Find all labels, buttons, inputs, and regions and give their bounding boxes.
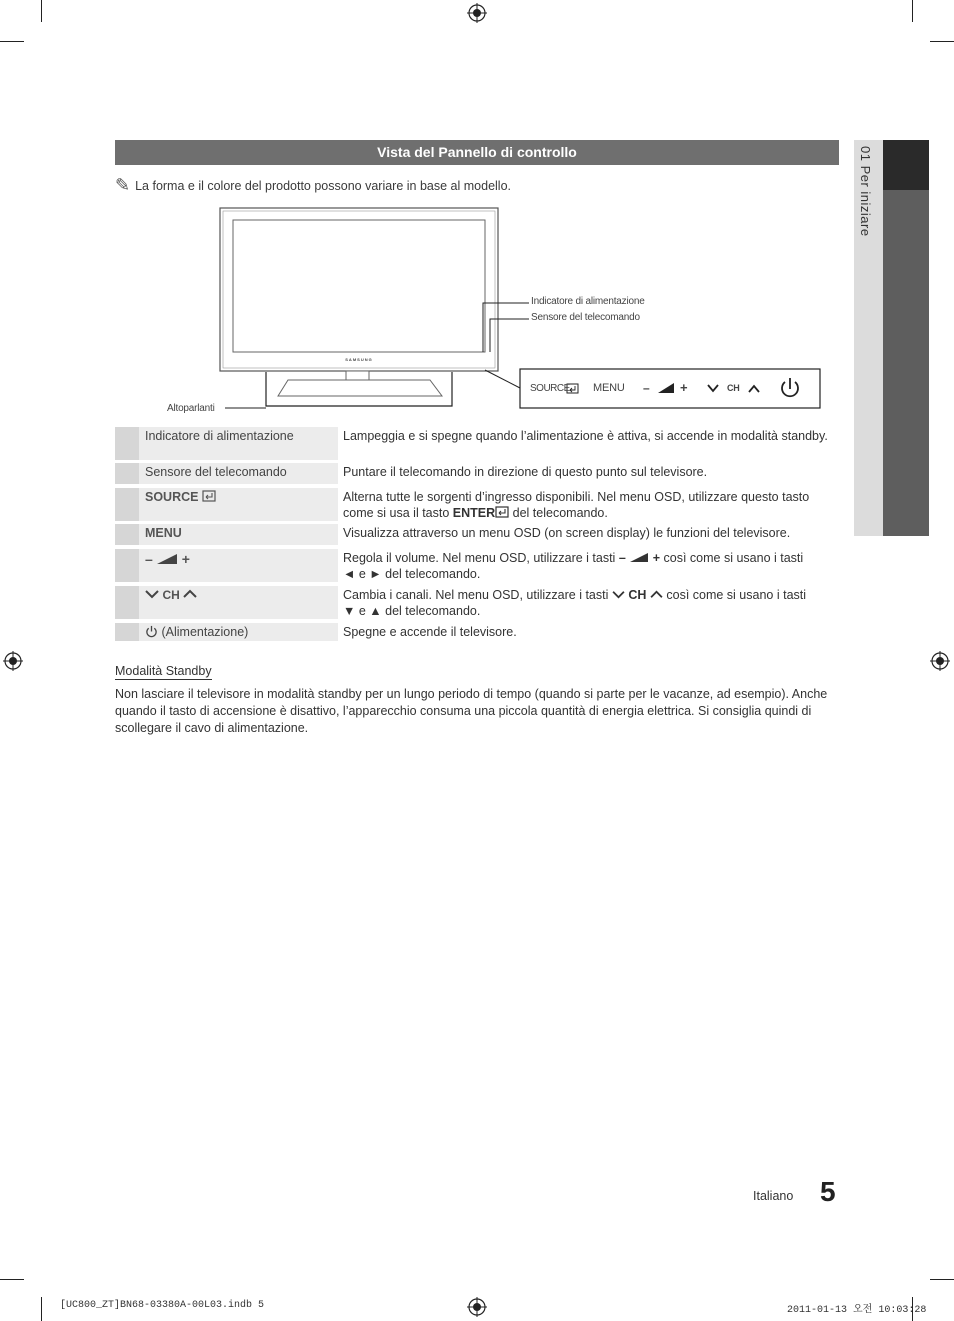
- standby-title: Modalità Standby: [115, 664, 212, 678]
- enter-icon: [202, 490, 216, 502]
- row-desc-part: ▼ e ▲ del telecomando.: [343, 604, 481, 618]
- power-icon: [145, 625, 158, 638]
- row-marker: [115, 463, 139, 484]
- chevron-down-icon: [612, 590, 625, 599]
- row-desc: [338, 586, 839, 619]
- panel-plus-label: +: [680, 380, 688, 395]
- chevron-down-icon: [145, 589, 159, 599]
- power-label: (Alimentazione): [161, 625, 249, 639]
- row-name: [139, 623, 338, 641]
- crop-mark: [0, 1279, 24, 1280]
- table-row: [115, 427, 839, 460]
- row-name: [139, 488, 338, 521]
- callout-speakers: Altoparlanti: [167, 403, 215, 414]
- footer-date: 2011-01-13 오전 10:03:28: [787, 1305, 927, 1316]
- table-row: [115, 524, 839, 545]
- panel-minus-label: –: [643, 381, 650, 395]
- crop-mark: [930, 41, 954, 42]
- standby-text: Non lasciare il televisore in modalità standby per un lungo periodo di tempo (quando si parte per le vacanze, ad esempio). Anche quando il tasto di accensione è disattivo, l’apparecchio consuma una piccola quantità di energia elettrica. Si consiglia quindi di scollegare il cavo di alimentazione.: [115, 687, 828, 735]
- row-desc-part: Regola il volume. Nel menu OSD, utilizzare i tasti: [343, 551, 616, 565]
- tv-stand-base: [278, 380, 442, 396]
- row-desc-part: del telecomando.: [512, 506, 608, 520]
- row-name: Sensore del telecomando: [139, 463, 338, 484]
- row-name: [139, 549, 338, 582]
- table-row: [115, 586, 839, 619]
- enter-label: ENTER: [452, 506, 496, 520]
- row-marker: [115, 488, 139, 521]
- footer-file: [UC800_ZT]BN68-03380A-00L03.indb 5: [60, 1300, 265, 1311]
- row-name: Indicatore di alimentazione: [139, 427, 338, 460]
- chapter-tab-band: [883, 190, 929, 536]
- minus-label: –: [618, 551, 626, 565]
- row-desc: Lampeggia e si spegne quando l’alimentazione è attiva, si accende in modalità standby.: [343, 429, 828, 443]
- registration-mark-icon: [467, 1297, 487, 1317]
- table-row: [115, 488, 839, 521]
- note: [115, 175, 511, 196]
- crop-mark: [0, 41, 24, 42]
- note-text: La forma e il colore del prodotto possono variare in base al modello.: [135, 178, 512, 193]
- row-desc-part: ◄ e ► del telecomando.: [343, 567, 481, 581]
- row-marker: [115, 586, 139, 619]
- row-desc-part: così come si usano i tasti: [666, 588, 807, 602]
- table-row: [115, 549, 839, 582]
- registration-mark-icon: [930, 651, 950, 671]
- source-label: SOURCE: [145, 490, 199, 504]
- footer-language: Italiano: [753, 1189, 794, 1203]
- crop-mark: [41, 1297, 42, 1321]
- row-desc: Visualizza attraverso un menu OSD (on screen display) le funzioni del televisore.: [343, 526, 791, 540]
- crop-mark: [912, 0, 913, 22]
- plus-label: +: [652, 551, 661, 565]
- table-row: [115, 463, 839, 484]
- registration-mark-icon: [467, 3, 487, 23]
- section-title: Vista del Pannello di controllo: [115, 140, 839, 165]
- enter-icon: [495, 506, 509, 518]
- chapter-tab-label: 01 Per iniziare: [858, 146, 873, 237]
- pencil-icon: ✎: [115, 175, 131, 196]
- row-marker: [115, 427, 139, 460]
- minus-label: –: [145, 551, 153, 567]
- panel-leader: [485, 370, 520, 388]
- registration-mark-icon: [3, 651, 23, 671]
- table-row: [115, 623, 839, 641]
- row-desc-part: così come si usano i tasti: [663, 551, 804, 565]
- chapter-tab-marker: [883, 140, 929, 190]
- row-desc-part: Cambia i canali. Nel menu OSD, utilizzare i tasti: [343, 588, 609, 602]
- crop-mark: [930, 1279, 954, 1280]
- row-marker: [115, 524, 139, 545]
- plus-label: +: [181, 551, 190, 567]
- panel-ch-label: CH: [727, 383, 740, 393]
- tv-screen: [233, 220, 485, 352]
- row-name: [139, 586, 338, 619]
- callout-power-indicator: Indicatore di alimentazione: [531, 296, 645, 307]
- row-desc: [338, 488, 839, 521]
- volume-icon: [156, 553, 178, 565]
- crop-mark: [41, 0, 42, 22]
- chevron-up-icon: [650, 590, 663, 599]
- page-number: 5: [820, 1176, 836, 1207]
- row-desc: [338, 549, 839, 582]
- volume-icon: [629, 552, 649, 563]
- ch-label: CH: [628, 588, 647, 602]
- row-desc: Puntare il telecomando in direzione di questo punto sul televisore.: [343, 465, 708, 479]
- panel-menu-label: MENU: [593, 382, 625, 394]
- row-marker: [115, 623, 139, 641]
- row-name: MENU: [139, 524, 338, 545]
- tv-brand-logo: SAMSUNG: [345, 357, 373, 362]
- row-marker: [115, 549, 139, 582]
- ch-label: CH: [162, 588, 180, 602]
- chevron-up-icon: [183, 589, 197, 599]
- row-desc: Spegne e accende il televisore.: [343, 625, 517, 639]
- row-desc-part: Alterna tutte le sorgenti d’ingresso disponibili. Nel menu OSD, utilizzare questo tasto come si usa il tasto: [343, 490, 810, 520]
- callout-remote-sensor: Sensore del telecomando: [531, 312, 640, 323]
- panel-source-label: SOURCE: [530, 383, 570, 394]
